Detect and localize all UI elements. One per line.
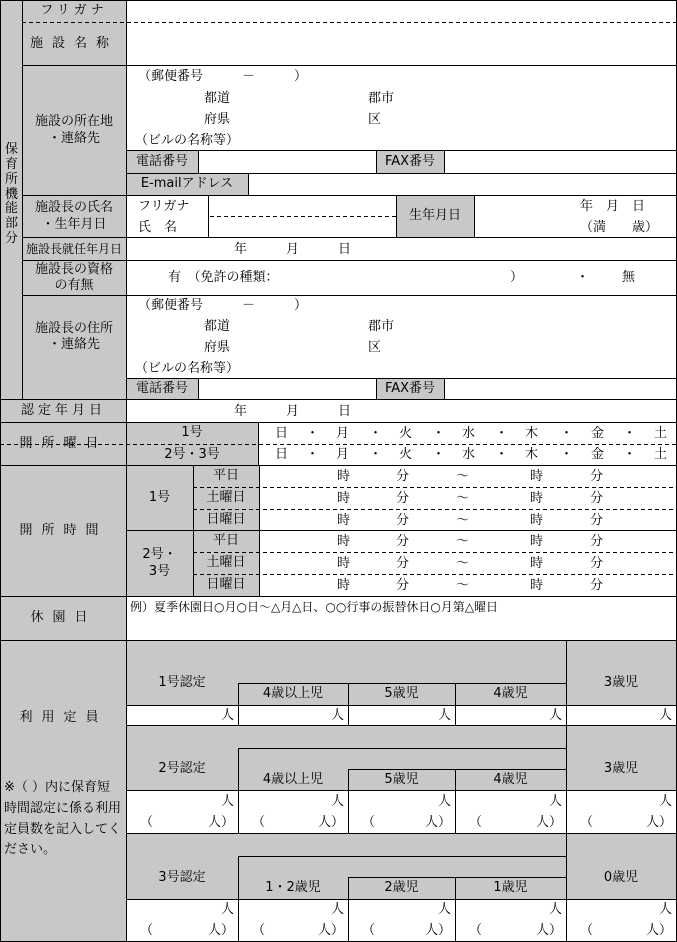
hours-end-hour-3: 時 — [530, 513, 544, 528]
director-furigana-label: フリガナ — [138, 199, 190, 214]
g3-paren-close-1: 人） — [208, 923, 235, 938]
day-sep-1-3: ・ — [432, 426, 446, 441]
day-1-7: 土 — [654, 426, 668, 441]
hours-end-hour-2: 時 — [530, 491, 544, 506]
g1-unit-1: 人 — [221, 708, 235, 723]
day-2-7: 土 — [654, 447, 668, 462]
hours-start-hour-1: 時 — [337, 469, 351, 484]
g1-col-4: 3歳児 — [603, 674, 639, 690]
g2-paren-open-5: （ — [580, 815, 594, 830]
furigana-label: フリガナ — [40, 3, 108, 19]
open-hours-label: 開所時間 — [19, 522, 108, 538]
g2-paren-close-2: 人） — [318, 815, 345, 830]
g2-unit-1: 人 — [221, 794, 235, 809]
g1-col-3: 4歳児 — [493, 686, 528, 702]
g1-unit-5: 人 — [659, 708, 673, 723]
day-1-5: 木 — [525, 426, 539, 441]
hours-end-hour-4: 時 — [530, 534, 544, 549]
g3-paren-open-5: （ — [580, 923, 594, 938]
hours-end-min-4: 分 — [590, 534, 604, 549]
capacity-label: 利用定員 — [19, 709, 108, 725]
ku-text: 区 — [368, 112, 382, 127]
qualification-yes-text: 有 （免許の種類： — [168, 270, 279, 285]
qualification-close-text: ） — [510, 270, 524, 285]
director-prefecture-text-2: 府県 — [204, 340, 231, 355]
day-2-3: 火 — [399, 447, 413, 462]
day-sep-1-6: ・ — [623, 426, 637, 441]
g2-unit-5: 人 — [659, 794, 673, 809]
hours-daytype-2: 土曜日 — [206, 490, 246, 506]
hours-start-hour-4: 時 — [337, 534, 351, 549]
building-text: （ビルの名称等） — [135, 133, 240, 148]
g3-unit-2: 人 — [331, 902, 345, 917]
day-2-6: 金 — [591, 447, 605, 462]
g1-unit-2: 人 — [331, 708, 345, 723]
hours-end-min-1: 分 — [590, 469, 604, 484]
hours-end-min-6: 分 — [590, 578, 604, 593]
g3-paren-open-1: （ — [140, 923, 154, 938]
g3-paren-open-4: （ — [469, 923, 483, 938]
hours-tilde-6: ～ — [456, 578, 470, 593]
g2-paren-open-3: （ — [362, 815, 376, 830]
qualification-label: 施設長の資格 の有無 — [34, 261, 113, 293]
day-sep-2-4: ・ — [495, 447, 509, 462]
open-hours-g1-label: 1号 — [148, 489, 171, 505]
director-prefecture-text-1: 都道 — [204, 319, 231, 334]
g2-paren-open-1: （ — [140, 815, 154, 830]
g2-paren-close-3: 人） — [425, 815, 452, 830]
hours-daytype-5: 土曜日 — [206, 555, 246, 571]
day-sep-1-2: ・ — [369, 426, 383, 441]
open-days-row2-label: 2号・3号 — [164, 446, 220, 462]
g2-col-4: 3歳児 — [603, 761, 639, 777]
hours-end-hour-5: 時 — [530, 556, 544, 571]
director-name-label: 施設長の氏名 ・生年月日 — [34, 200, 113, 232]
day-sep-1-4: ・ — [495, 426, 509, 441]
facility-name-label: 施設名称 — [29, 35, 118, 51]
g2-col-3: 4歳児 — [493, 771, 528, 787]
hours-start-min-5: 分 — [396, 556, 410, 571]
g3-col-4: 0歳児 — [603, 869, 639, 885]
open-hours-g2-label: 2号・ 3号 — [142, 547, 177, 579]
g2-unit-4: 人 — [549, 794, 563, 809]
g1-unit-4: 人 — [549, 708, 563, 723]
day-2-4: 水 — [462, 447, 476, 462]
appointed-date-label: 施設長就任年月日 — [25, 241, 122, 256]
capacity-g2-label: 2号認定 — [158, 761, 206, 777]
fax-label: FAX番号 — [384, 153, 436, 169]
closed-days-example: 例）夏季休園日○月○日～△月△日、○○行事の振替休日○月第△曜日 — [130, 600, 499, 614]
hours-tilde-2: ～ — [456, 491, 470, 506]
hours-start-min-3: 分 — [396, 513, 410, 528]
capacity-note: ※（ ）内に保育短時間認定に係る利用定員数を記入してください。 — [4, 780, 122, 858]
day-2-2: 月 — [336, 447, 350, 462]
day-1-6: 金 — [591, 426, 605, 441]
day-sep-2-2: ・ — [369, 447, 383, 462]
location-label: 施設の所在地 ・連絡先 — [34, 114, 113, 146]
gunshi-text: 郡市 — [368, 91, 395, 106]
day-1-2: 月 — [336, 426, 350, 441]
hours-start-min-1: 分 — [396, 469, 410, 484]
hours-start-hour-2: 時 — [337, 491, 351, 506]
birth-ymd-text: 年 月 日 — [580, 199, 646, 214]
hours-end-min-2: 分 — [590, 491, 604, 506]
director-address-label: 施設長の住所 ・連絡先 — [34, 320, 113, 352]
hours-start-hour-6: 時 — [337, 578, 351, 593]
day-sep-2-3: ・ — [432, 447, 446, 462]
qualification-dot-text: ・ — [576, 270, 590, 285]
cert-date-text: 年 月 日 — [234, 404, 352, 419]
day-2-1: 日 — [275, 447, 289, 462]
capacity-g3-label: 3号認定 — [158, 869, 206, 885]
g1-col-2: 5歳児 — [384, 686, 419, 702]
hours-daytype-3: 日曜日 — [206, 511, 246, 527]
open-days-label: 開所曜日 — [19, 435, 108, 451]
hours-end-hour-6: 時 — [530, 578, 544, 593]
g3-paren-close-5: 人） — [646, 923, 673, 938]
capacity-g1-label: 1号認定 — [158, 675, 206, 691]
hours-start-hour-3: 時 — [337, 513, 351, 528]
day-1-1: 日 — [275, 426, 289, 441]
closed-days-label: 休園日 — [30, 610, 97, 626]
g3-paren-open-3: （ — [362, 923, 376, 938]
email-label: E-mailアドレス — [140, 176, 234, 192]
g2-unit-2: 人 — [331, 794, 345, 809]
director-postal-text: （郵便番号 － ） — [138, 298, 308, 313]
phone-label: 電話番号 — [135, 153, 188, 169]
day-2-5: 木 — [525, 447, 539, 462]
director-phone-label: 電話番号 — [135, 380, 188, 396]
g2-col-2: 5歳児 — [384, 771, 419, 787]
g3-paren-close-3: 人） — [425, 923, 452, 938]
hours-tilde-5: ～ — [456, 556, 470, 571]
g1-col-1: 4歳以上児 — [262, 686, 324, 702]
prefecture-text-2: 府県 — [204, 112, 231, 127]
g3-unit-4: 人 — [549, 902, 563, 917]
day-sep-1-1: ・ — [306, 426, 320, 441]
g2-col-1: 4歳以上児 — [262, 771, 324, 787]
day-sep-2-6: ・ — [623, 447, 637, 462]
day-sep-2-1: ・ — [306, 447, 320, 462]
hours-end-min-5: 分 — [590, 556, 604, 571]
director-gunshi-text: 郡市 — [368, 319, 395, 334]
hours-start-min-6: 分 — [396, 578, 410, 593]
hours-daytype-4: 平日 — [212, 533, 239, 549]
hours-tilde-3: ～ — [456, 513, 470, 528]
prefecture-text-1: 都道 — [204, 91, 231, 106]
hours-end-min-3: 分 — [590, 513, 604, 528]
hours-end-hour-1: 時 — [530, 469, 544, 484]
g2-unit-3: 人 — [438, 794, 452, 809]
director-ku-text: 区 — [368, 340, 382, 355]
section-label-nursery: 保育所機能部分 — [4, 141, 18, 247]
g3-col-3: 1歳児 — [493, 880, 528, 896]
hours-start-min-4: 分 — [396, 534, 410, 549]
g3-unit-5: 人 — [659, 902, 673, 917]
hours-daytype-6: 日曜日 — [206, 577, 246, 593]
day-1-3: 火 — [399, 426, 413, 441]
g3-unit-1: 人 — [221, 902, 235, 917]
hours-tilde-1: ～ — [456, 469, 470, 484]
g1-unit-3: 人 — [438, 708, 452, 723]
hours-daytype-1: 平日 — [212, 468, 239, 484]
qualification-no-text: 無 — [622, 270, 636, 285]
cert-date-label: 認定年月日 — [20, 402, 106, 418]
open-days-row1-label: 1号 — [181, 425, 203, 441]
g3-col-1: 1・2歳児 — [265, 880, 321, 896]
g2-paren-close-1: 人） — [208, 815, 235, 830]
g3-paren-close-2: 人） — [318, 923, 345, 938]
g2-paren-open-2: （ — [252, 815, 266, 830]
g2-paren-close-4: 人） — [536, 815, 563, 830]
age-text: （満 歳） — [580, 220, 659, 235]
hours-tilde-4: ～ — [456, 534, 470, 549]
director-fax-label: FAX番号 — [384, 380, 436, 396]
day-sep-2-5: ・ — [560, 447, 574, 462]
postal-code-text: （郵便番号 － ） — [138, 69, 308, 84]
day-1-4: 水 — [462, 426, 476, 441]
g3-col-2: 2歳児 — [384, 880, 419, 896]
birth-date-label: 生年月日 — [408, 208, 461, 224]
g3-unit-3: 人 — [438, 902, 452, 917]
director-name-text: 氏 名 — [138, 220, 178, 235]
director-building-text: （ビルの名称等） — [135, 361, 240, 376]
g3-paren-open-2: （ — [252, 923, 266, 938]
g3-paren-close-4: 人） — [536, 923, 563, 938]
g2-paren-close-5: 人） — [646, 815, 673, 830]
hours-start-min-2: 分 — [396, 491, 410, 506]
appointed-date-text: 年 月 日 — [234, 242, 352, 257]
g2-paren-open-4: （ — [469, 815, 483, 830]
hours-start-hour-5: 時 — [337, 556, 351, 571]
day-sep-1-5: ・ — [560, 426, 574, 441]
